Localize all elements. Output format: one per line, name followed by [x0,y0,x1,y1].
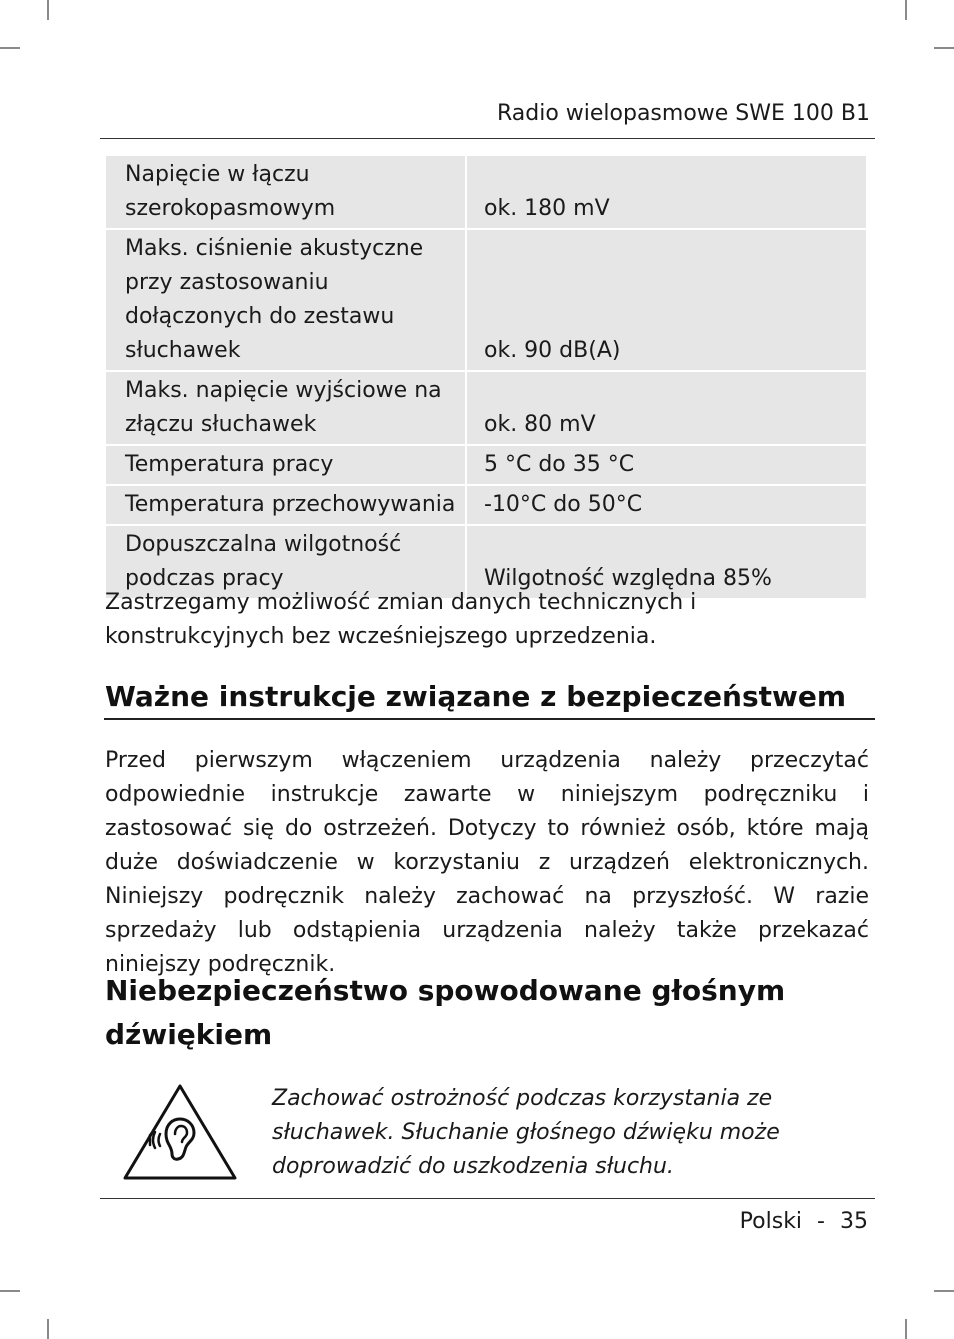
page-header: Radio wielopasmowe SWE 100 B1 [496,101,870,126]
spec-value: -10°C do 50°C [466,485,867,525]
header-rule [100,138,875,139]
section-heading-noise: Niebezpieczeństwo spowodowane głośnym dźwiękiem [105,974,786,1051]
crop-mark [905,1319,907,1339]
crop-mark [0,47,20,49]
footer-separator: - [817,1209,825,1234]
spec-value: ok. 180 mV [466,155,867,229]
table-row [105,445,867,485]
footer-language: Polski [739,1209,803,1234]
table-row [105,371,867,445]
safety-body-text: Przed pierwszym włączeniem urządzenia należy przeczytać odpowiednie instrukcje zawarte w niniejszym podręczniku i zastosować się do ostrzeżeń. Dotyczy to również osób, które mają duże doświadczenie w korzystaniu z urządzeń elektronicznych. Niniejszy podręcznik należy zachować na przyszłość. W razie sprzedaży lub odstąpienia urządzenia należy także przekazać niniejszy podręcznik. [105,748,869,977]
spec-label: Maks. napięcie wyjściowe na złączu słuchawek [105,371,466,445]
disclaimer-text: Zastrzegamy możliwość zmian danych technicznych i konstrukcyjnych bez wcześniejszego uprzedzenia. [105,590,697,649]
crop-mark [934,1290,954,1292]
table-row [105,155,867,229]
spec-table [104,154,868,600]
spec-value: ok. 90 dB(A) [466,229,867,371]
footer-rule [100,1198,875,1199]
section-heading-safety: Ważne instrukcje związane z bezpieczeństwem [105,680,847,713]
page-number: 35 [840,1209,868,1234]
hearing-warning-icon [122,1082,238,1182]
table-row [105,229,867,371]
page-footer [100,1206,868,1238]
crop-mark [47,1319,49,1339]
heading-rule [104,718,875,720]
table-row [105,485,867,525]
crop-mark [905,0,907,20]
spec-label: Temperatura pracy [105,445,466,485]
crop-mark [0,1290,20,1292]
hearing-warning-text: Zachować ostrożność podczas korzystania ze słuchawek. Słuchanie głośnego dźwięku może doprowadzić do uszkodzenia słuchu. [272,1086,780,1179]
spec-label: Dopuszczalna wilgotność podczas pracy [105,525,466,599]
spec-label: Temperatura przechowywania [105,485,466,525]
crop-mark [934,47,954,49]
spec-value: ok. 80 mV [466,371,867,445]
spec-label: Napięcie w łączu szerokopasmowym [105,155,466,229]
spec-value: Wilgotność względna 85% [466,525,867,599]
spec-value: 5 °C do 35 °C [466,445,867,485]
spec-label: Maks. ciśnienie akustyczne przy zastosowaniu dołączonych do zestawu słuchawek [105,229,466,371]
crop-mark [47,0,49,20]
